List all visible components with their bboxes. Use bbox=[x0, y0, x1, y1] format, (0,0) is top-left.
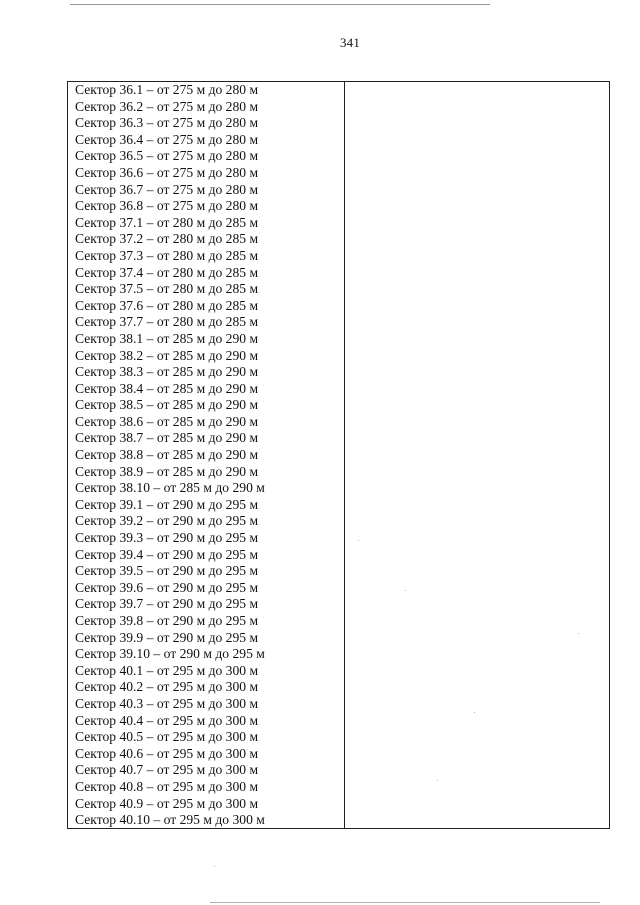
table-row: Сектор 40.4 – от 295 м до 300 м bbox=[75, 712, 259, 728]
scan-speck bbox=[214, 866, 215, 867]
table-row: Сектор 38.4 – от 285 м до 290 м bbox=[75, 380, 259, 396]
table-row: Сектор 36.5 – от 275 м до 280 м bbox=[75, 148, 259, 164]
table-row: Сектор 38.6 – от 285 м до 290 м bbox=[75, 413, 259, 429]
scan-speck bbox=[578, 633, 579, 634]
page-number: 341 bbox=[339, 35, 361, 50]
table-row: Сектор 39.4 – от 290 м до 295 м bbox=[75, 546, 259, 562]
table-row: Сектор 38.7 – от 285 м до 290 м bbox=[75, 430, 259, 446]
table-row: Сектор 36.7 – от 275 м до 280 м bbox=[75, 181, 259, 197]
table-row: Сектор 40.3 – от 295 м до 300 м bbox=[75, 695, 259, 711]
table-row: Сектор 38.2 – от 285 м до 290 м bbox=[75, 347, 259, 363]
table-row: Сектор 40.9 – от 295 м до 300 м bbox=[75, 795, 259, 811]
column-divider bbox=[344, 82, 345, 828]
table-row: Сектор 36.3 – от 275 м до 280 м bbox=[75, 115, 259, 131]
table-row: Сектор 37.7 – от 280 м до 285 м bbox=[75, 314, 259, 330]
table-row: Сектор 39.10 – от 290 м до 295 м bbox=[75, 646, 265, 662]
table-row: Сектор 38.1 – от 285 м до 290 м bbox=[75, 330, 259, 346]
sector-table bbox=[67, 81, 610, 829]
table-row: Сектор 39.9 – от 290 м до 295 м bbox=[75, 629, 259, 645]
table-row: Сектор 37.6 – от 280 м до 285 м bbox=[75, 297, 259, 313]
table-row: Сектор 36.4 – от 275 м до 280 м bbox=[75, 131, 259, 147]
table-row: Сектор 37.2 – от 280 м до 285 м bbox=[75, 231, 259, 247]
table-row: Сектор 36.8 – от 275 м до 280 м bbox=[75, 198, 259, 214]
table-row: Сектор 40.6 – от 295 м до 300 м bbox=[75, 745, 259, 761]
table-row: Сектор 39.7 – от 290 м до 295 м bbox=[75, 596, 259, 612]
table-row: Сектор 40.8 – от 295 м до 300 м bbox=[75, 778, 259, 794]
table-row: Сектор 39.2 – от 290 м до 295 м bbox=[75, 513, 259, 529]
scan-edge-bottom bbox=[210, 902, 600, 903]
table-row: Сектор 38.9 – от 285 м до 290 м bbox=[75, 463, 259, 479]
table-row: Сектор 40.1 – от 295 м до 300 м bbox=[75, 662, 259, 678]
table-row: Сектор 37.1 – от 280 м до 285 м bbox=[75, 214, 259, 230]
table-row: Сектор 40.7 – от 295 м до 300 м bbox=[75, 762, 259, 778]
table-row: Сектор 39.1 – от 290 м до 295 м bbox=[75, 496, 259, 512]
scan-speck bbox=[358, 540, 359, 541]
table-row: Сектор 37.5 – от 280 м до 285 м bbox=[75, 281, 259, 297]
table-row: Сектор 38.10 – от 285 м до 290 м bbox=[75, 480, 265, 496]
table-row: Сектор 39.3 – от 290 м до 295 м bbox=[75, 530, 259, 546]
scan-edge-top bbox=[70, 4, 490, 5]
table-row: Сектор 37.4 – от 280 м до 285 м bbox=[75, 264, 259, 280]
table-row: Сектор 39.8 – от 290 м до 295 м bbox=[75, 613, 259, 628]
table-row: Сектор 39.6 – от 290 м до 295 м bbox=[75, 579, 259, 595]
table-row: Сектор 37.3 – от 280 м до 285 м bbox=[75, 247, 259, 263]
scan-speck bbox=[474, 712, 475, 713]
table-row: Сектор 36.6 – от 275 м до 280 м bbox=[75, 164, 259, 180]
table-row: Сектор 36.2 – от 275 м до 280 м bbox=[75, 98, 259, 114]
table-row: Сектор 39.5 – от 290 м до 295 м bbox=[75, 563, 259, 579]
sector-list bbox=[75, 82, 343, 829]
table-row: Сектор 40.10 – от 295 м до 300 м bbox=[75, 812, 265, 828]
table-row: Сектор 40.2 – от 295 м до 300 м bbox=[75, 679, 259, 695]
table-row: Сектор 38.5 – от 285 м до 290 м bbox=[75, 397, 259, 413]
table-row: Сектор 38.3 – от 285 м до 290 м bbox=[75, 364, 259, 380]
scan-speck bbox=[437, 780, 438, 781]
scan-speck bbox=[405, 590, 406, 591]
table-row: Сектор 36.1 – от 275 м до 280 м bbox=[75, 82, 259, 97]
table-row: Сектор 40.5 – от 295 м до 300 м bbox=[75, 729, 259, 745]
table-row: Сектор 38.8 – от 285 м до 290 м bbox=[75, 447, 259, 463]
